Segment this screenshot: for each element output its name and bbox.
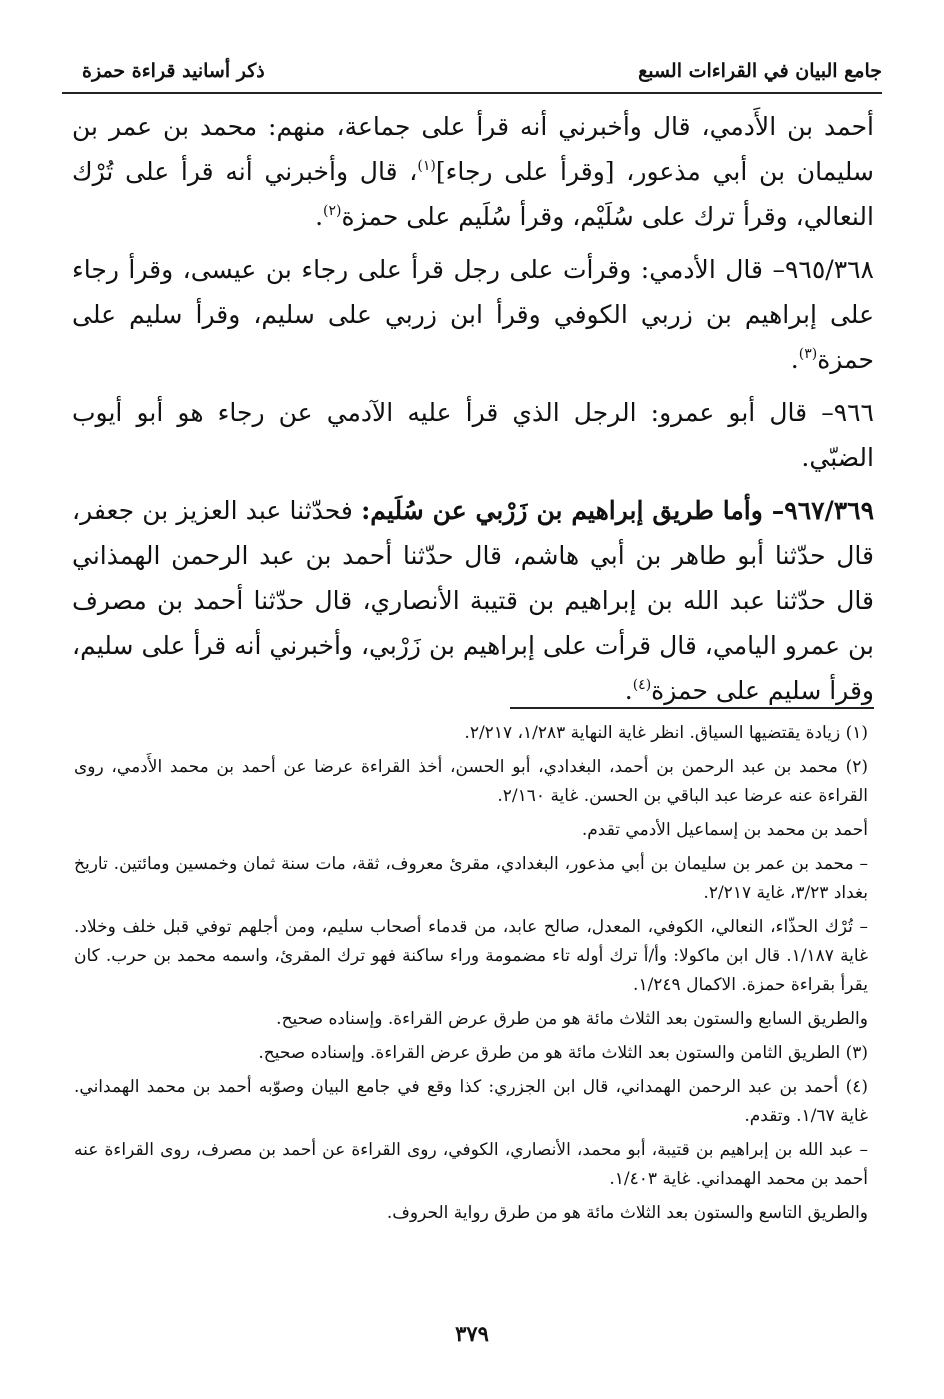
text-run: ٩٦٥/٣٦٨– قال الأدمي: وقرأت على رجل قرأ على رجاء بن عيسى، وقرأ رجاء على إبراهيم بن زربي الكوفي وقرأ ابن زربي على سليم، وقرأ سليم على حمزة [72,255,874,374]
text-run: ، قال وأخبرني أنه قرأ على تُرْك النعالي، وقرأ ترك على سُلَيْم، وقرأ سُلَيم على حمزة [72,157,874,231]
footnote-ref-1: (١) [417,158,436,174]
book-title: جامع البيان في القراءات السبع [638,60,882,82]
footnote: (١) زيادة يقتضيها السياق. انظر غاية النهاية ١/٢٨٣، ٢/٢١٧. [464,723,868,743]
main-text [72,104,874,721]
paragraph-lead: ٩٦٧/٣٦٩– وأما طريق إبراهيم بن زَرْبي عن سُلَيم: [361,496,874,525]
footnote: (٣) الطريق الثامن والستون بعد الثلاث مائة هو من طرق عرض القراءة. وإسناده صحيح. [258,1043,868,1063]
footnote: – تُرْك الحذّاء، النعالي، الكوفي، المعدل، صالح عابد، من قدماء أصحاب سليم، ومن أجلهم توفي قبل خلف وخلاد. غاية ١/١٨٧. قال ابن ماكولا: وأ/أ ترك أوله تاء مضمومة وراء ساكنة فهو ترك المقرئ، واسمه محمد بن حرب. كان يقرأ بقراءة حمزة. الاكمال ١/٢٤٩. [74,917,868,995]
footnote-ref-2: (٢) [323,203,342,219]
text-run: . [624,676,633,705]
footnote-ref-3: (٣) [798,346,818,362]
paragraph-965 [72,247,874,382]
footnote: أحمد بن محمد بن إسماعيل الأدمي تقدم. [581,820,868,840]
footnote: والطريق السابع والستون بعد الثلاث مائة هو من طرق عرض القراءة. وإسناده صحيح. [276,1009,868,1029]
footnotes [74,719,868,1233]
text-run: . [790,345,799,374]
running-header [62,52,882,92]
paragraph-967 [72,488,874,713]
footnote: – عبد الله بن إبراهيم بن قتيبة، أبو محمد، الأنصاري، الكوفي، روى القراءة عن أحمد بن مصرف، روى القراءة عنه أحمد بن محمد الهمداني. غاية ١/٤٠٣. [74,1140,868,1189]
paragraph-966: ٩٦٦– قال أبو عمرو: الرجل الذي قرأ عليه الآدمي عن رجاء هو أبو أيوب الضبّي. [72,398,874,472]
footnote: (٢) محمد بن عبد الرحمن بن أحمد، البغدادي، أبو الحسن، أخذ القراءة عرضا عن أحمد بن محمد الأَدمي، روى القراءة عنه عرضا عبد الباقي بن الحسن. غاية ٢/١٦٠. [74,757,868,806]
footnote-ref-4: (٤) [632,677,652,693]
section-title: ذكر أسانيد قراءة حمزة [82,60,265,82]
text-run: . [315,202,324,231]
paragraph-adami-chain [72,104,874,239]
header-divider [62,92,882,94]
footnote-divider [510,707,874,709]
text-run: أحمد بن الأَدمي، قال وأخبرني أنه قرأ على جماعة، منهم: محمد بن عمر بن سليمان بن أبي مذعور، [وقرأ على رجاء] [72,112,874,186]
footnote: – محمد بن عمر بن سليمان بن أبي مذعور، البغدادي، مقرئ معروف، ثقة، مات سنة ثمان وخمسين ومائتين. تاريخ بغداد ٣/٢٣، غاية ٢/٢١٧. [74,854,868,903]
page-number: ٣٧٩ [455,1321,489,1346]
text-run: فحدّثنا عبد العزيز بن جعفر، قال حدّثنا أبو طاهر بن أبي هاشم، قال حدّثنا أحمد بن عبد الرحمن الهمذاني قال حدّثنا عبد الله بن إبراهيم بن قتيبة الأنصاري، قال حدّثنا أحمد بن مصرف بن عمرو اليامي، قال قرأت على إبراهيم بن زَرْبي، وأخبرني أنه قرأ على سليم، وقرأ سليم على حمزة [72,496,875,705]
footnote: والطريق التاسع والستون بعد الثلاث مائة هو من طرق رواية الحروف. [386,1203,868,1223]
footnote: (٤) أحمد بن عبد الرحمن الهمداني، قال ابن الجزري: كذا وقع في جامع البيان وصوّبه أحمد بن محمد الهمداني. غاية ١/٦٧. وتقدم. [74,1077,868,1126]
